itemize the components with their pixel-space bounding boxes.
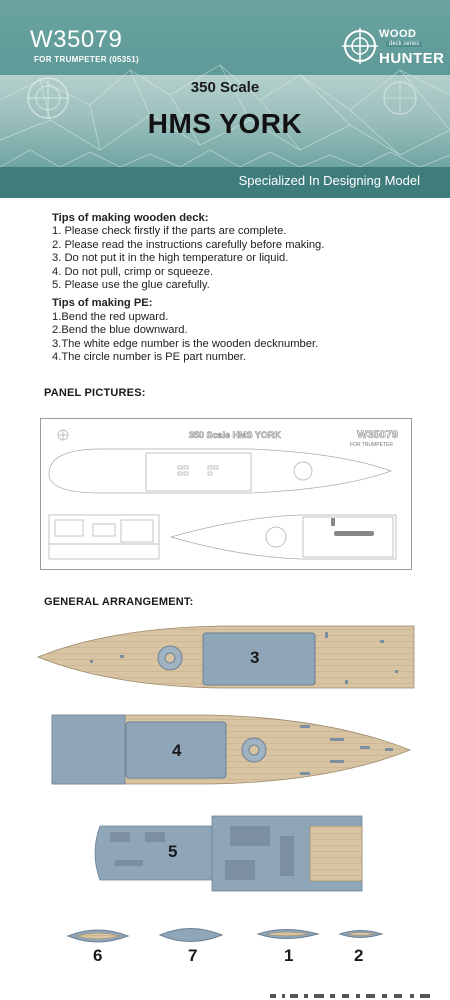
pe-tip-item: 1.Bend the red upward. bbox=[52, 310, 169, 323]
general-arrangement-heading: GENERAL ARRANGEMENT: bbox=[44, 596, 194, 608]
part-number-label: 2 bbox=[354, 946, 364, 965]
slogan: Specialized In Designing Model bbox=[238, 173, 420, 188]
boat-part-6 bbox=[68, 930, 128, 942]
ship-title: HMS YORK bbox=[147, 108, 303, 139]
panel-pictures-heading: PANEL PICTURES: bbox=[44, 387, 146, 399]
deck-part-5 bbox=[95, 816, 362, 891]
part-number-label: 7 bbox=[188, 946, 198, 965]
logo-text-hunter: HUNTER bbox=[379, 50, 445, 67]
deck-part-4 bbox=[52, 715, 410, 784]
panel-for-label: FOR TRUMPETER bbox=[350, 442, 393, 448]
deck-part-3 bbox=[38, 626, 414, 688]
deck-tip-item: 5. Please use the glue carefully. bbox=[52, 279, 210, 292]
deck-tip-item: 2. Please read the instructions carefully before making. bbox=[52, 238, 325, 251]
boat-part-2 bbox=[340, 931, 382, 938]
panel-title: 350 Scale HMS YORK bbox=[189, 430, 281, 440]
boat-part-7 bbox=[160, 929, 222, 942]
deck-tip-item: 1. Please check firstly if the parts are complete. bbox=[52, 225, 287, 238]
compatibility-label: FOR TRUMPETER (05351) bbox=[34, 55, 139, 64]
scale-label: 350 Scale bbox=[190, 79, 260, 96]
pe-tip-item: 2.Bend the blue downward. bbox=[52, 324, 188, 337]
bottom-crop-strip bbox=[260, 990, 450, 1000]
deck-tip-item: 3. Do not put it in the high temperature or liquid. bbox=[52, 252, 289, 265]
product-code: W35079 bbox=[30, 26, 123, 53]
deck-tip-item: 4. Do not pull, crimp or squeeze. bbox=[52, 265, 214, 278]
part-number-label: 6 bbox=[93, 946, 103, 965]
pe-tips-heading: Tips of making PE: bbox=[52, 297, 153, 310]
part-number-label: 3 bbox=[250, 648, 260, 667]
part-number-label: 5 bbox=[168, 842, 178, 861]
logo-text-wood: WOOD bbox=[379, 28, 417, 40]
logo-text-deck-series: deck series bbox=[386, 41, 422, 47]
part-number-label: 1 bbox=[284, 946, 294, 965]
pe-tip-item: 4.The circle number is PE part number. bbox=[52, 351, 246, 364]
pe-tip-item: 3.The white edge number is the wooden decknumber. bbox=[52, 337, 319, 350]
part-number-label: 4 bbox=[172, 741, 182, 760]
boat-part-1 bbox=[258, 930, 318, 939]
deck-tips-heading: Tips of making wooden deck: bbox=[52, 212, 209, 224]
panel-code: W35079 bbox=[357, 429, 398, 441]
